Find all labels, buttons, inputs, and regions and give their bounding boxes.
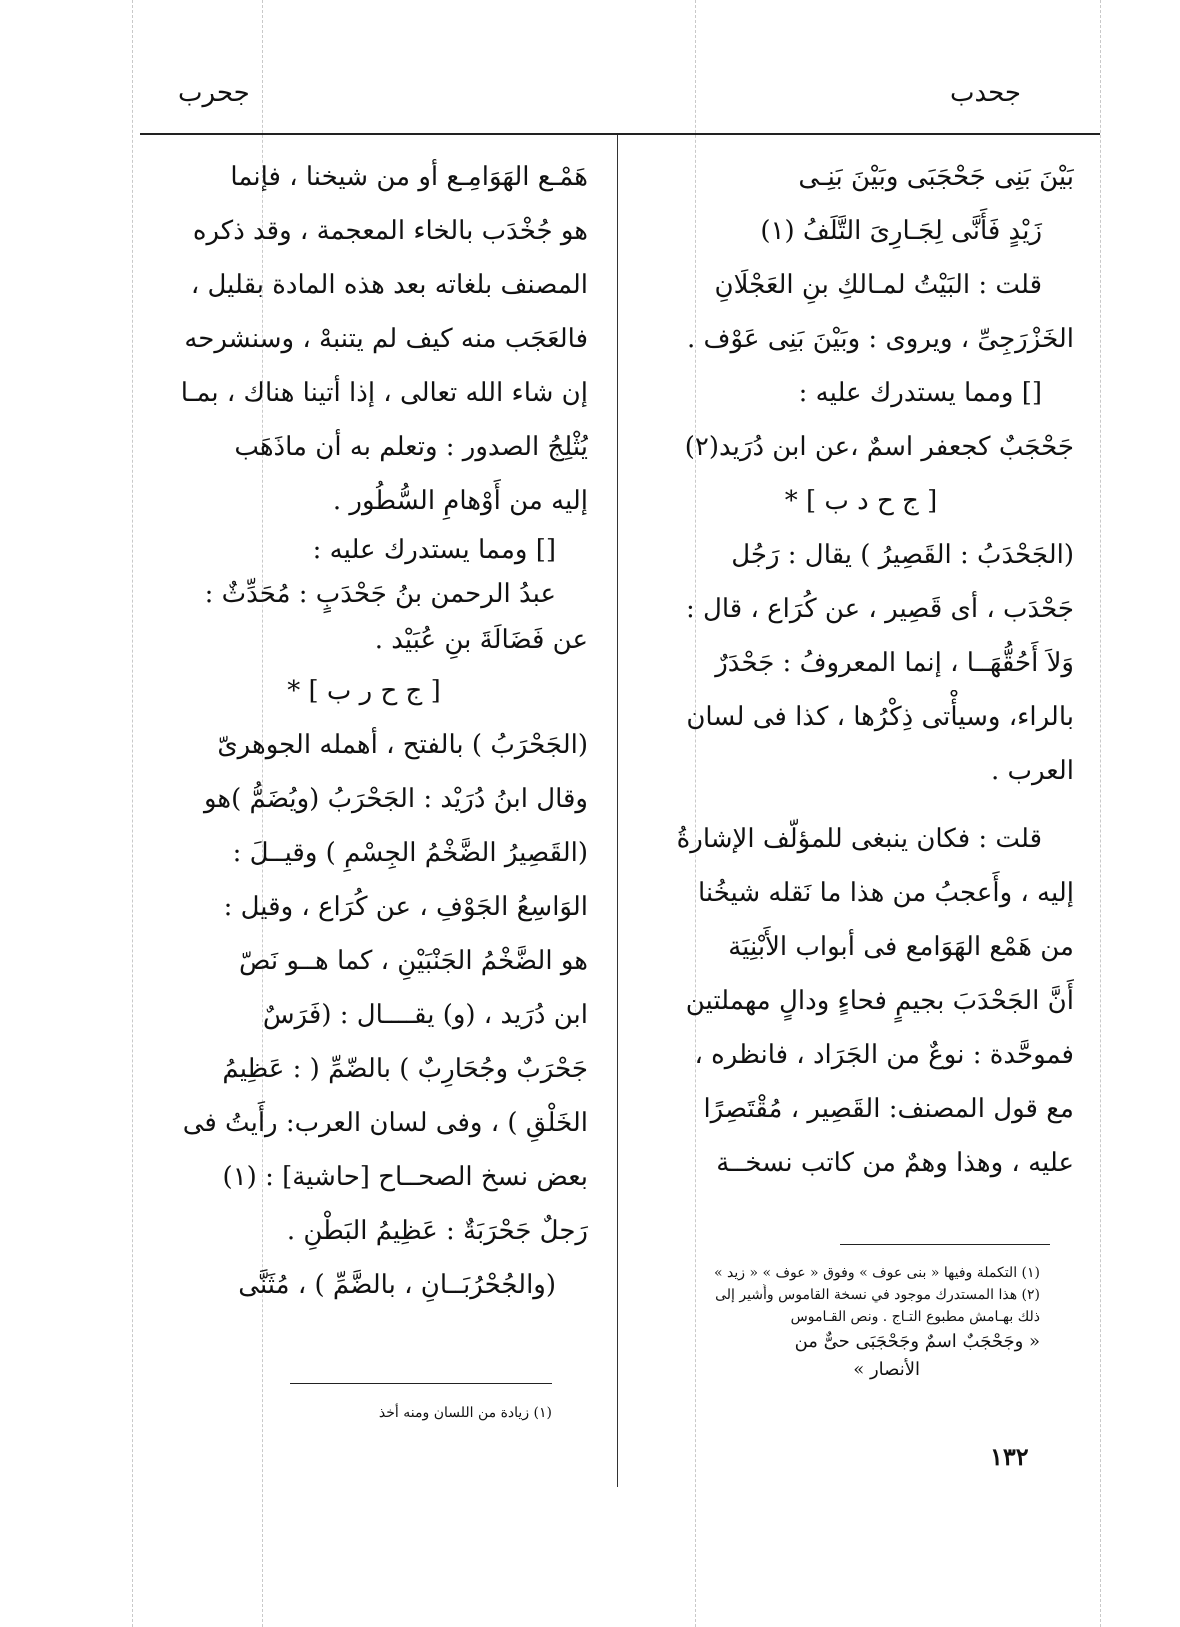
left-footnotes <box>290 1402 552 1424</box>
right-footnotes <box>640 1262 1040 1384</box>
text-line: بَيْنَ بَنِى جَحْجَبَى وبَيْنَ بَنِـى <box>798 162 1074 192</box>
text-line: هَمْـع الهَوَامِـع أو من شيخنا ، فإنما <box>230 162 588 192</box>
text-line: يُثْلِجُ الصدور : وتعلم به أن ماذَهَب <box>234 432 588 462</box>
text-line: هو الضَّخْمُ الجَنْبَيْنِ ، كما هــو نَصّ <box>239 946 588 976</box>
text-line: قلت : فكان ينبغى للمؤلّف الإشارةُ <box>676 824 1042 854</box>
text-line: جَحْرَبٌ وجُحَارِبٌ ) بالضّمِّ ( : عَظِيمُ <box>222 1054 588 1084</box>
footnote: (٢) هذا المستدرك موجود في نسخة القاموس وأُشير إلى <box>715 1287 1040 1303</box>
entry-heading: [ ج ح د ب ] * <box>784 486 938 516</box>
footnote-rule <box>840 1244 1050 1245</box>
text-line: زَيْدٍ فَأَنَّى لِجَـارِىَ التَّلَفُ (١) <box>760 216 1042 246</box>
text-line: إليه من أَوْهامِ السُّطُور . <box>332 486 588 516</box>
footnote: (١) زيادة من اللسان ومنه أخذ <box>378 1405 552 1421</box>
text-line: [] ومما يستدرك عليه : <box>798 378 1042 408</box>
text-line: العرب . <box>990 756 1074 786</box>
footnote: الأنصار » <box>853 1359 920 1380</box>
left-column <box>140 150 588 1312</box>
text-line: [] ومما يستدرك عليه : <box>312 535 556 565</box>
footnote: ذلك بهـامش مطبوع التـاج . ونص القـاموس <box>790 1309 1040 1325</box>
footnote: (١) التكملة وفيها « بنى عوف » وفوق « عوف » « زيد » <box>714 1265 1040 1281</box>
text-line: أَنَّ الجَحْدَبَ بجيمٍ فحاءٍ ودالٍ مهملتين <box>685 986 1074 1016</box>
text-line: الخَزْرَجِىِّ ، ويروى : وبَيْنَ بَنِى عَوْف . <box>687 324 1074 354</box>
text-line: الوَاسِعُ الجَوْفِ ، عن كُرَاع ، وقيل : <box>223 892 588 922</box>
right-column <box>648 150 1074 1190</box>
text-line: (القَصِيرُ الضَّخْمُ الجِسْمِ ) وقيــلَ : <box>232 838 588 868</box>
text-line: هو جُخْدَب بالخاء المعجمة ، وقد ذكره <box>192 216 588 246</box>
text-line: من هَمْع الهَوَامع فى أبواب الأَبْنِيَة <box>728 932 1074 962</box>
text-line: إن شاء الله تعالى ، إذا أتينا هناك ، بمـا <box>180 378 588 408</box>
text-line: عن فَضَالَةَ بنِ عُبَيْد . <box>374 625 588 655</box>
entry-heading: [ ج ح ر ب ] * <box>287 676 441 706</box>
footnote: « وجَحْجَبٌ اسمٌ وجَحْجَبَى حىٌّ من <box>794 1331 1040 1352</box>
text-line: (الجَحْرَبُ ) بالفتح ، أهمله الجوهرىّ <box>217 730 588 760</box>
column-divider <box>617 135 618 1487</box>
text-line: مع قول المصنف: القَصِير ، مُقْتَصِرًا <box>703 1094 1074 1124</box>
page-number: ١٣٢ <box>990 1442 1029 1471</box>
text-line: رَجلٌ جَحْرَبَةٌ : عَظِيمُ البَطْنِ . <box>286 1216 588 1246</box>
text-line: جَحْدَب ، أى قَصِير ، عن كُرَاع ، قال : <box>685 594 1074 624</box>
running-header-left: جحرب <box>178 78 250 108</box>
text-line: وَلاَ أَحُقُّهَــا ، إنما المعروفُ : جَحْدَرٌ <box>715 648 1074 678</box>
text-line: وقال ابنُ دُرَيْد : الجَحْرَبُ (ويُضَمُّ )هو <box>203 784 588 814</box>
text-line: بالراء، وسيأْتى ذِكْرُها ، كذا فى لسان <box>686 702 1074 732</box>
fold-line <box>1100 0 1101 1627</box>
text-line: قلت : البَيْتُ لمـالكِ بنِ العَجْلَانِ <box>714 270 1042 300</box>
text-line: بعض نسخ الصحــاح [حاشية] : (١) <box>222 1162 588 1192</box>
text-line: (والجُحْرُبَــانِ ، بالضَّمِّ ) ، مُثَنَّى <box>238 1270 556 1300</box>
text-line: عليه ، وهذا وهمٌ من كاتب نسخــة <box>716 1148 1074 1178</box>
footnote-rule <box>290 1383 552 1384</box>
running-header-right: جحدب <box>950 78 1021 108</box>
text-line: عبدُ الرحمن بنُ جَحْدَبٍ : مُحَدِّثٌ : <box>204 579 556 609</box>
text-line: ابن دُرَيد ، (و) يقــــال : (فَرَسٌ <box>262 1000 588 1030</box>
text-line: (الجَحْدَبُ : القَصِيرُ ) يقال : رَجُل <box>731 540 1074 570</box>
text-line: إليه ، وأَعجبُ من هذا ما نَقله شيخُنا <box>697 878 1074 908</box>
text-line: المصنف بلغاته بعد هذه المادة بقليل ، <box>190 270 588 300</box>
header-rule <box>140 133 1100 135</box>
text-line: فالعَجَب منه كيف لم يتنبهْ ، وسنشرحه <box>184 324 588 354</box>
text-line: الخَلْقِ ) ، وفى لسان العرب: رأَيتُ فى <box>182 1108 588 1138</box>
fold-line <box>132 0 133 1627</box>
text-line: فموحَّدة : نوعٌ من الجَرَاد ، فانظره ، <box>694 1040 1074 1070</box>
text-line: جَحْجَبٌ كجعفر اسمٌ ،عن ابن دُرَيد(٢) <box>684 432 1074 462</box>
